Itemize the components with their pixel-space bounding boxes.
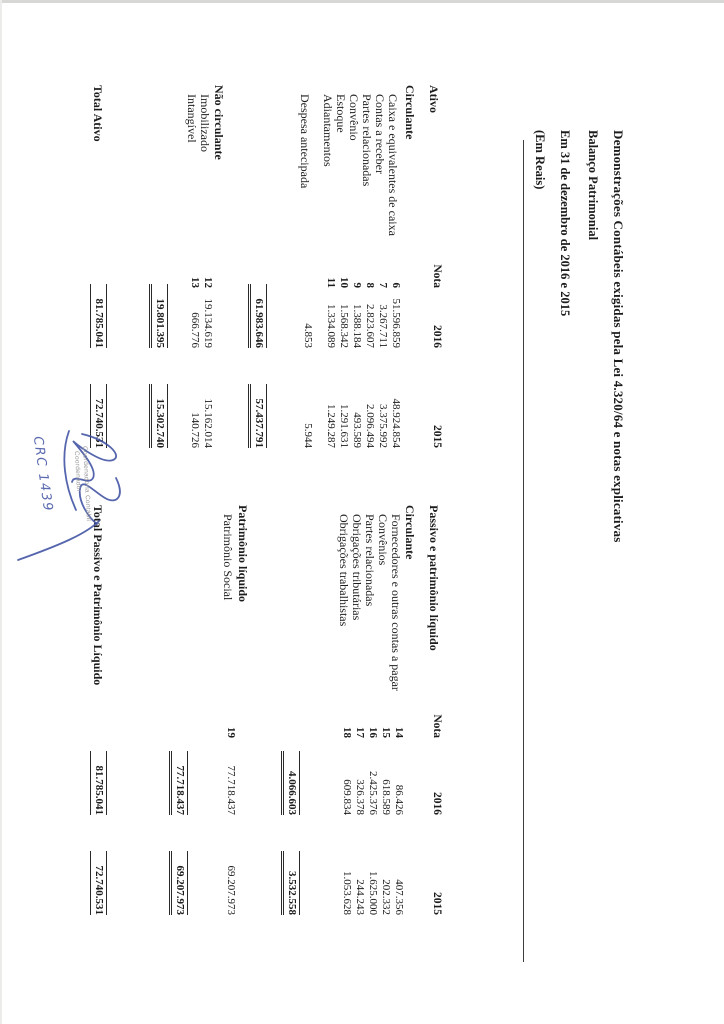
row-value-2015: 1.291.631 [338,404,350,448]
table-row [298,85,314,451]
document-subtitle: Balanço Patrimonial [586,130,600,241]
row-nota: 16 [367,727,379,738]
row-value-2015: 48.924.854 [390,398,402,448]
row-value-2016: 51.596.859 [390,298,402,348]
row-label: Convênios [376,514,390,566]
subtotal-2015: 69.207.973 [169,851,188,915]
row-label: Caixa e equivalentes de caixa [386,94,400,236]
table-row [321,85,337,451]
total-2016: 81.785.041 [90,751,107,815]
row-nota: 11 [325,277,337,288]
row-value-2015: 5.944 [302,423,314,448]
subtotal-2015: 3.532.558 [281,851,300,915]
row-value-2015: 140.726 [189,412,201,448]
row-value-2016: 77.718.437 [225,765,237,815]
row-value-2015: 15.162.014 [202,398,214,448]
handwritten-crc-note: CRC 1439 [29,435,56,514]
row-label: Partes relacionadas [363,514,377,607]
row-nota: 9 [351,282,363,288]
subtotal-2015: 57.437.791 [248,384,267,448]
passivo-header: Passivo e patrimônio líquido [427,505,441,651]
total-2016: 81.785.041 [90,284,107,348]
section-label: Não circulante [212,85,226,160]
table-row [185,85,201,451]
ativo-header: Ativo [427,85,441,113]
scan-edge [0,0,724,3]
ativo-column-header [427,85,443,451]
col-2015: 2015 [431,892,443,915]
row-value-2016: 4.853 [302,323,314,348]
row-nota: 7 [377,282,389,288]
row-nota: 17 [354,727,366,738]
col-2015: 2015 [431,425,443,448]
row-value-2016: 666.776 [189,312,201,348]
currency-note: (Em Reais) [533,130,547,190]
row-value-2016: 1.334.089 [325,304,337,348]
row-value-2015: 1.625.000 [367,871,379,915]
row-nota: 14 [393,727,405,738]
section-label: Circulante [403,505,417,560]
subtotal-row-circulante [251,85,267,451]
document-title: Demonstrações Contábeis exigidas pela Lei 4.320/64 e notas explicativas [611,130,626,543]
subtotal-2016: 61.983.646 [248,284,267,348]
col-2016: 2016 [431,325,443,348]
section-label: Patrimônio líquido [236,505,250,603]
stamp-line: Coordenadoria Contábil [81,445,92,522]
row-label: Convênio [347,94,361,141]
row-label: Obrigações tributárias [350,514,364,621]
row-value-2016: 326.378 [354,779,366,815]
row-value-2015: 244.243 [354,879,366,915]
row-value-2016: 2.425.376 [367,771,379,815]
row-value-2015: 2.096.494 [364,404,376,448]
row-label: Imobilizado [198,94,212,152]
table-row [221,505,237,919]
total-label: Total Ativo [91,85,105,142]
row-label: Partes relacionadas [360,94,374,187]
row-nota: 18 [341,727,353,738]
table-row [337,505,353,919]
row-value-2016: 1.388.184 [351,304,363,348]
col-2016: 2016 [431,792,443,815]
row-nota: 15 [380,727,392,738]
section-header [403,85,419,451]
row-value-2015: 202.332 [380,879,392,915]
row-nota: 13 [189,277,201,288]
row-label: Contas a receber [373,94,387,174]
row-label: Fornecedores e outras contas a pagar [389,514,403,691]
section-header [212,85,228,451]
subtotal-2016: 77.718.437 [169,751,188,815]
header-rule [523,140,524,962]
row-value-2015: 1.249.287 [325,404,337,448]
row-value-2016: 1.568.342 [338,304,350,348]
section-header [236,505,252,919]
document-date-line: Em 31 de dezembro de 2016 e 2015 [558,130,572,317]
row-value-2016: 3.267.711 [377,304,389,348]
row-value-2016: 609.834 [341,779,353,815]
subtotal-row-patrimonio [172,505,188,919]
scan-edge [0,0,2,1024]
row-value-2015: 407.356 [393,879,405,915]
row-value-2015: 69.207.973 [225,865,237,915]
section-header [403,505,419,919]
row-value-2015: 493.589 [351,412,363,448]
row-label: Patrimônio Social [221,514,235,601]
col-nota: Nota [431,714,443,738]
row-label: Estoque [334,94,348,133]
row-nota: 8 [364,282,376,288]
subtotal-row-nao-circulante [152,85,168,451]
col-nota: Nota [431,264,443,288]
subtotal-2016: 19.801.395 [149,284,168,348]
row-value-2016: 86.426 [393,784,405,815]
stamp-line: Coordenador [72,450,83,493]
row-value-2015: 1.053.628 [341,871,353,915]
row-value-2016: 19.134.619 [202,298,214,348]
row-label: Obrigações trabalhistas [337,514,351,627]
section-label: Circulante [403,85,417,140]
signature-scribble [4,424,126,574]
row-label: Intangível [185,94,199,143]
total-label: Total Passivo e Patrimônio Líquido [91,505,105,686]
passivo-column-header [427,505,443,919]
row-label: Adiantamentos [321,94,335,167]
row-value-2015: 3.375.992 [377,404,389,448]
total-2015: 72.740.531 [90,851,107,915]
row-nota: 19 [225,727,237,738]
subtotal-row-passivo-circulante [284,505,300,919]
subtotal-2015: 15.302.740 [149,384,168,448]
row-nota: 12 [202,277,214,288]
row-nota: 10 [338,277,350,288]
row-value-2016: 2.823.607 [364,304,376,348]
total-2015: 72.740.531 [90,384,107,448]
row-nota: 6 [390,282,402,288]
subtotal-2016: 4.066.603 [281,751,300,815]
total-ativo-row [91,85,107,451]
row-label: Despesa antecipada [298,94,312,189]
signature-block [4,424,126,574]
row-value-2016: 618.589 [380,779,392,815]
